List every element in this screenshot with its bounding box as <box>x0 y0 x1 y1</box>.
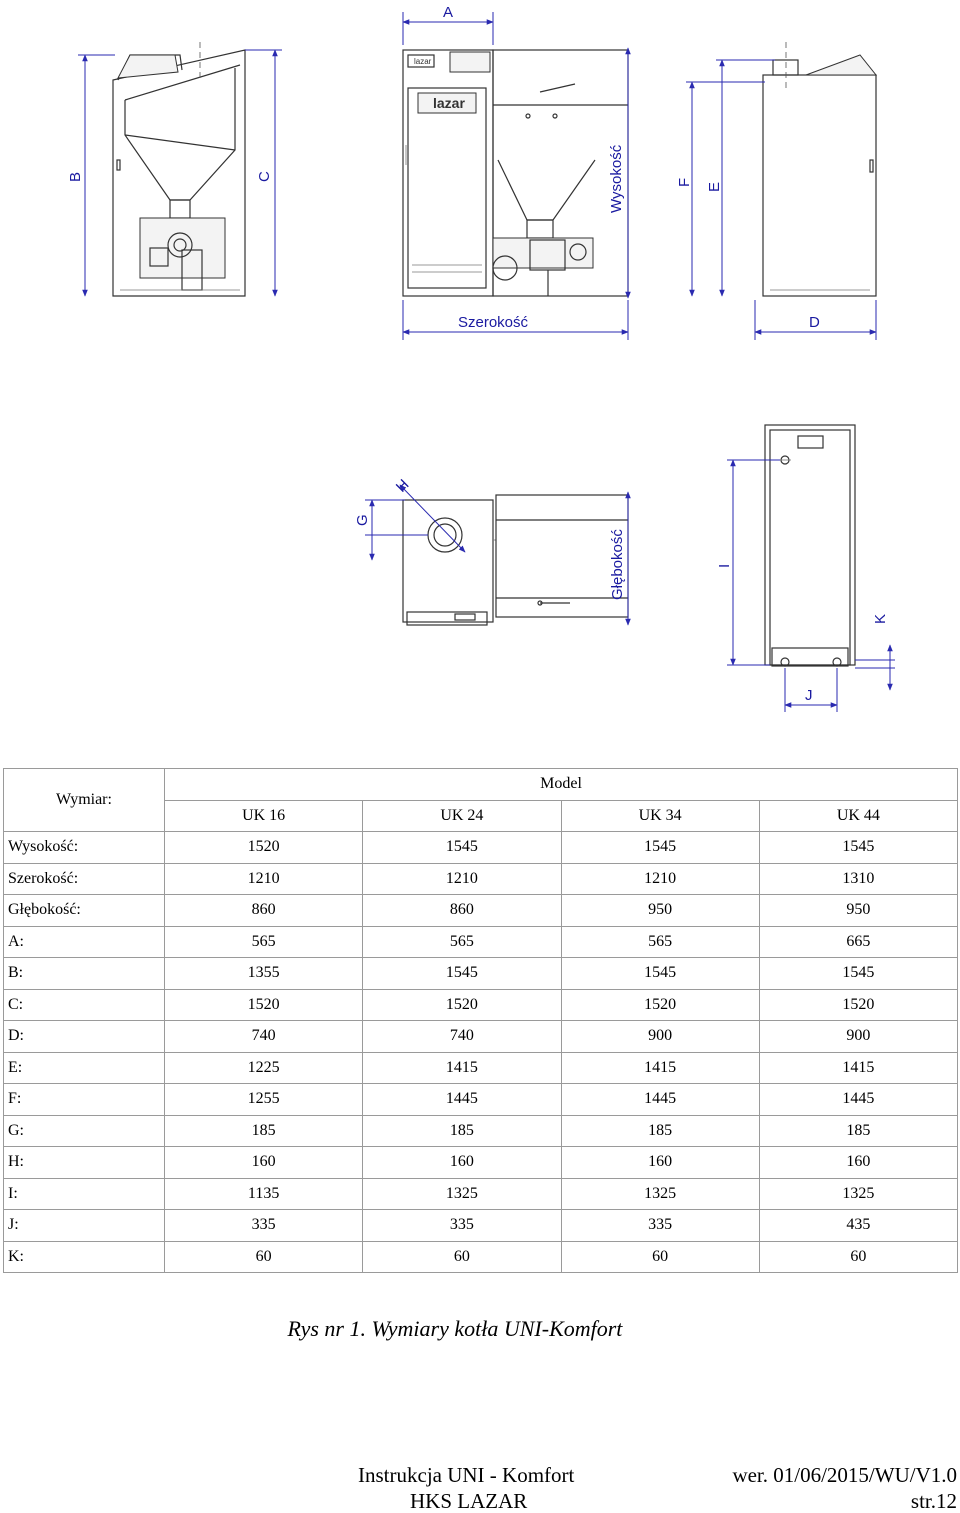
row-label: A: <box>4 926 165 958</box>
table-cell: 1210 <box>561 863 759 895</box>
table-cell: 950 <box>561 895 759 927</box>
table-cell: 1545 <box>759 958 957 990</box>
row-label: K: <box>4 1241 165 1273</box>
dim-label-I: I <box>716 563 733 568</box>
table-row <box>4 863 958 895</box>
row-label: Szerokość: <box>4 863 165 895</box>
row-label: I: <box>4 1178 165 1210</box>
dim-label-depth: Głębokość <box>609 529 626 600</box>
brand-logo-small: lazar <box>414 57 432 66</box>
table-row <box>4 1147 958 1179</box>
footer-doc-title: Instrukcja UNI - Komfort <box>358 1463 575 1487</box>
model-header: UK 16 <box>165 800 363 832</box>
table-cell: 565 <box>165 926 363 958</box>
table-cell: 860 <box>363 895 561 927</box>
footer-company: HKS LAZAR <box>410 1489 528 1513</box>
model-header: UK 24 <box>363 800 561 832</box>
table-cell: 740 <box>165 1021 363 1053</box>
table-cell: 1325 <box>561 1178 759 1210</box>
table-cell: 1545 <box>759 832 957 864</box>
table-cell: 565 <box>363 926 561 958</box>
dim-label-K: K <box>872 613 889 624</box>
dim-label-width: Szerokość <box>458 314 529 331</box>
table-cell: 335 <box>363 1210 561 1242</box>
table-row <box>4 926 958 958</box>
table-group-label: Model <box>165 769 958 801</box>
table-cell: 185 <box>363 1115 561 1147</box>
row-label: D: <box>4 1021 165 1053</box>
footer-page-number: str.12 <box>910 1489 957 1513</box>
table-cell: 335 <box>561 1210 759 1242</box>
table-cell: 1545 <box>561 832 759 864</box>
table-row <box>4 1178 958 1210</box>
footer-version: wer. 01/06/2015/WU/V1.0 <box>732 1463 957 1487</box>
table-row <box>4 1084 958 1116</box>
dimension-C <box>245 50 282 296</box>
dimension-B <box>67 55 115 296</box>
row-label: H: <box>4 1147 165 1179</box>
dimension-height <box>608 48 628 298</box>
row-label: Wysokość: <box>4 832 165 864</box>
side-view-right <box>763 42 876 296</box>
table-cell: 185 <box>165 1115 363 1147</box>
side-view-left <box>113 42 245 296</box>
brand-logo: lazar <box>433 95 465 111</box>
table-cell: 950 <box>759 895 957 927</box>
dim-label-G: G <box>354 514 371 526</box>
table-cell: 60 <box>759 1241 957 1273</box>
table-cell: 1445 <box>363 1084 561 1116</box>
table-cell: 1225 <box>165 1052 363 1084</box>
row-label: B: <box>4 958 165 990</box>
table-cell: 1445 <box>759 1084 957 1116</box>
table-cell: 435 <box>759 1210 957 1242</box>
table-row <box>4 1210 958 1242</box>
table-cell: 1355 <box>165 958 363 990</box>
top-view-left <box>403 495 628 625</box>
dimension-J <box>785 668 837 712</box>
dim-label-A: A <box>443 4 454 21</box>
table-cell: 185 <box>561 1115 759 1147</box>
table-row <box>4 832 958 864</box>
table-cell: 1325 <box>759 1178 957 1210</box>
table-row <box>4 1052 958 1084</box>
table-cell: 565 <box>561 926 759 958</box>
table-cell: 160 <box>363 1147 561 1179</box>
row-label: Głębokość: <box>4 895 165 927</box>
table-row <box>4 1021 958 1053</box>
table-row <box>4 895 958 927</box>
table-cell: 1520 <box>759 989 957 1021</box>
dim-label-C: C <box>256 171 273 182</box>
dimension-A <box>403 4 493 45</box>
table-row <box>4 1241 958 1273</box>
dim-label-F: F <box>676 177 693 187</box>
table-cell: 1520 <box>363 989 561 1021</box>
table-cell: 185 <box>759 1115 957 1147</box>
row-label: C: <box>4 989 165 1021</box>
table-cell: 665 <box>759 926 957 958</box>
table-cell: 1210 <box>165 863 363 895</box>
table-row <box>4 958 958 990</box>
table-cell: 1545 <box>561 958 759 990</box>
dimension-D <box>755 300 876 340</box>
dim-label-B: B <box>67 171 84 182</box>
model-header: UK 34 <box>561 800 759 832</box>
table-cell: 1325 <box>363 1178 561 1210</box>
dim-label-J: J <box>805 687 813 704</box>
front-view <box>403 50 628 296</box>
dim-label-height: Wysokość <box>608 144 625 213</box>
table-cell: 1545 <box>363 832 561 864</box>
table-cell: 60 <box>363 1241 561 1273</box>
technical-drawings <box>0 0 960 720</box>
dimension-width <box>403 300 628 340</box>
table-cell: 1135 <box>165 1178 363 1210</box>
figure-caption: Rys nr 1. Wymiary kotła UNI-Komfort <box>287 1316 623 1341</box>
model-header: UK 44 <box>759 800 957 832</box>
table-cell: 1415 <box>363 1052 561 1084</box>
table-row <box>4 1115 958 1147</box>
dimensions-table <box>3 768 958 1273</box>
dimension-E <box>706 60 775 296</box>
dimension-G <box>354 500 428 560</box>
dimension-K <box>855 614 895 690</box>
dim-label-D: D <box>809 314 820 331</box>
table-cell: 1545 <box>363 958 561 990</box>
rear-view <box>765 425 855 666</box>
table-cell: 335 <box>165 1210 363 1242</box>
table-cell: 1520 <box>165 989 363 1021</box>
row-label: G: <box>4 1115 165 1147</box>
table-cell: 1415 <box>561 1052 759 1084</box>
table-cell: 1520 <box>165 832 363 864</box>
table-cell: 160 <box>165 1147 363 1179</box>
table-cell: 1520 <box>561 989 759 1021</box>
table-cell: 160 <box>759 1147 957 1179</box>
table-header-row-group <box>4 769 958 801</box>
dim-label-E: E <box>706 181 723 192</box>
dim-label-H: H <box>392 476 413 496</box>
table-row <box>4 989 958 1021</box>
table-cell: 1310 <box>759 863 957 895</box>
row-label: F: <box>4 1084 165 1116</box>
table-cell: 160 <box>561 1147 759 1179</box>
row-label: J: <box>4 1210 165 1242</box>
table-cell: 1415 <box>759 1052 957 1084</box>
table-cell: 740 <box>363 1021 561 1053</box>
row-label: E: <box>4 1052 165 1084</box>
table-cell: 900 <box>561 1021 759 1053</box>
table-corner-label: Wymiar: <box>4 769 165 832</box>
table-cell: 1210 <box>363 863 561 895</box>
table-cell: 60 <box>165 1241 363 1273</box>
table-cell: 1445 <box>561 1084 759 1116</box>
dimension-depth <box>609 492 628 625</box>
table-cell: 1255 <box>165 1084 363 1116</box>
table-cell: 900 <box>759 1021 957 1053</box>
table-cell: 860 <box>165 895 363 927</box>
table-cell: 60 <box>561 1241 759 1273</box>
